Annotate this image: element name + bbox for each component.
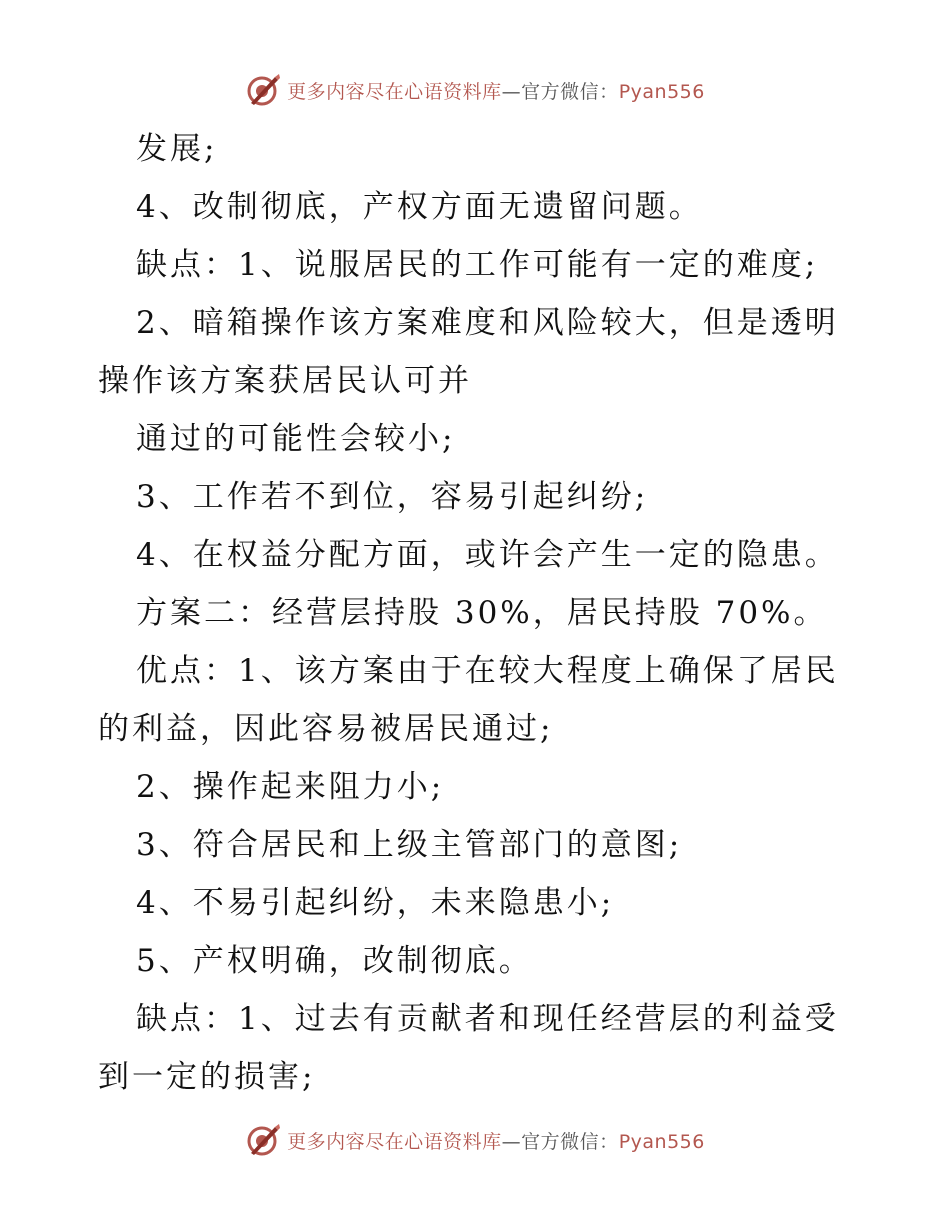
footer-banner (0, 1120, 950, 1160)
text-line: 2、暗箱操作该方案难度和风险较大，但是透明 (136, 305, 839, 341)
text-line: 5、产权明确，改制彻底。 (136, 943, 533, 979)
text-line: 3、工作若不到位，容易引起纠纷; (136, 479, 649, 515)
banner-wechat-id: Pyan556 (618, 80, 705, 103)
header-banner (0, 70, 950, 110)
banner-main-text: 更多内容尽在心语资料库 (287, 80, 502, 103)
text-line: 缺点：1、过去有贡献者和现任经营层的利益受 (136, 1001, 839, 1037)
banner-text (287, 1127, 705, 1154)
text-line: 的利益，因此容易被居民通过; (98, 711, 554, 747)
text-line: 2、操作起来阻力小; (136, 769, 445, 805)
pen-circle-logo-icon (245, 1123, 281, 1157)
text-line: 优点：1、该方案由于在较大程度上确保了居民 (136, 653, 839, 689)
text-line: 4、在权益分配方面，或许会产生一定的隐患。 (136, 537, 839, 573)
text-line: 操作该方案获居民认可并 (98, 363, 472, 399)
banner-wechat-id: Pyan556 (618, 1130, 705, 1153)
banner-main-text: 更多内容尽在心语资料库 (287, 1130, 502, 1153)
text-line: 4、改制彻底，产权方面无遗留问题。 (136, 189, 703, 225)
banner-official-text: —官方微信： (501, 1130, 619, 1153)
banner-official-text: —官方微信： (501, 80, 619, 103)
text-line: 通过的可能性会较小; (136, 421, 456, 457)
text-line: 发展; (136, 131, 218, 167)
text-line: 到一定的损害; (98, 1059, 316, 1095)
text-line: 3、符合居民和上级主管部门的意图; (136, 827, 683, 863)
text-line: 4、不易引起纠纷，未来隐患小; (136, 885, 615, 921)
text-line: 缺点：1、说服居民的工作可能有一定的难度; (136, 247, 819, 283)
document-body (98, 120, 838, 1106)
text-line: 方案二：经营层持股 30%，居民持股 70%。 (136, 595, 828, 631)
banner-text (287, 77, 705, 104)
pen-circle-logo-icon (245, 73, 281, 107)
